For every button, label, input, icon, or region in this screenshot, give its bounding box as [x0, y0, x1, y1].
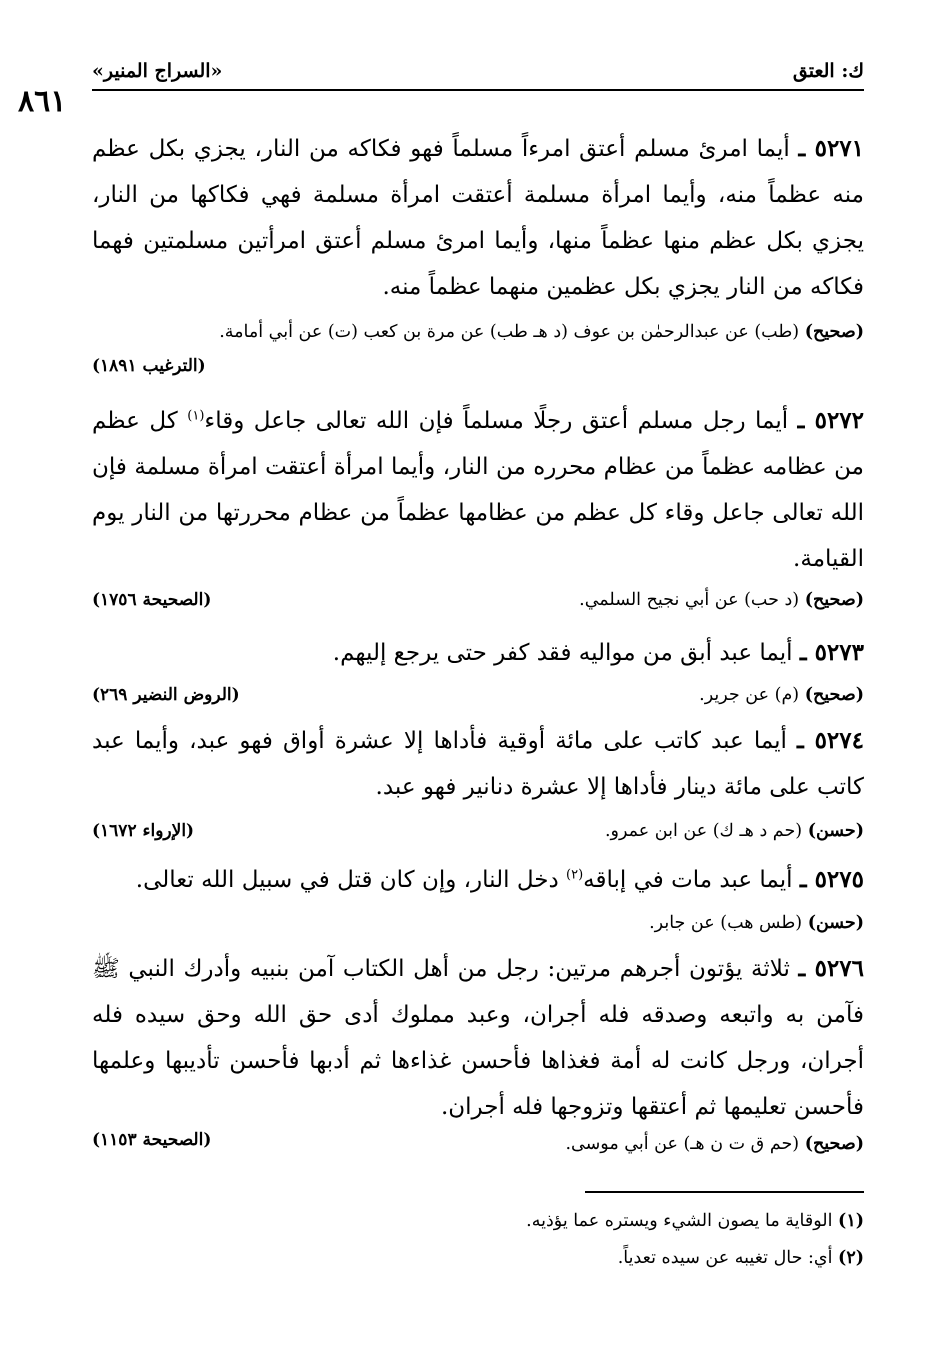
hadith-5272 — [92, 398, 864, 582]
hadith-5274 — [92, 718, 864, 810]
footnote-divider — [585, 1191, 864, 1193]
footnote-2 — [300, 1243, 864, 1273]
hadith-grade: (حسن) — [807, 913, 864, 933]
hadith-text-part1: أيما عبد مات في إباقه — [583, 867, 793, 893]
hadith-text-part2: دخل النار، وإن كان قتل في سبيل الله تعالى. — [135, 867, 567, 893]
hadith-source-text: (طس هب) عن جابر. — [649, 913, 803, 933]
hadith-grade: (صحيح) — [804, 685, 864, 705]
hadith-text-part2: كل عظم من عظامه عظماً من عظام محرره من النار، وأيما امرأة أعتقت امرأة مسلمة فإن الله تعالى جاعل وقاء كل عظم من عظامها عظماً من عظام محررتها من النار يوم القيامة. — [92, 408, 864, 572]
footnote-ref[interactable]: (٢) — [566, 867, 584, 883]
hadith-grade: (صحيح) — [804, 590, 864, 610]
hadith-grade: (حسن) — [807, 821, 864, 841]
hadith-number: ٥٢٧٣ ـ — [799, 639, 864, 666]
hadith-text-part1: أيما رجل مسلم أعتق رجلًا مسلماً فإن الله تعالى جاعل وقاء — [204, 408, 789, 434]
footnote-1 — [300, 1206, 864, 1236]
hadith-number: ٥٢٧٤ ـ — [797, 727, 864, 754]
hadith-reference: (الروض النضير ٢٦٩) — [92, 685, 240, 705]
hadith-source — [92, 900, 864, 946]
hadith-text: أيما امرئ مسلم أعتق امرءاً مسلماً فهو فكاكه من النار، يجزي بكل عظم منه عظماً منه، وأيما امرأة مسلمة أعتقت امرأة مسلمة فهي فكاكها من النار، يجزي بكل عظم منها عظماً منها، وأيما امرئ مسلم أعتق امرأتين مسلمتين فهما فكاكه من النار يجزي بكل عظمين منهما عظماً منه. — [92, 136, 864, 300]
hadith-grade: (صحيح) — [804, 322, 864, 342]
hadith-5271 — [92, 126, 864, 310]
hadith-source — [92, 309, 864, 355]
hadith-source-text: (د حب) عن أبي نجيح السلمي. — [579, 590, 800, 610]
hadith-source-text: (طب) عن عبدالرحمٰن بن عوف (د هـ طب) عن مرة بن كعب (ت) عن أبي أمامة. — [219, 322, 800, 342]
hadith-reference: (الترغيب ١٨٩١) — [92, 356, 206, 376]
hadith-reference: (الصحيحة ١١٥٣) — [92, 1130, 212, 1150]
page-number: ٨٦١ — [18, 84, 67, 119]
header-divider — [92, 89, 864, 91]
chapter-title: ك: العتق — [792, 60, 864, 82]
book-title: «السراج المنير» — [92, 60, 223, 82]
footnote-mark: (٢) — [838, 1248, 864, 1268]
hadith-reference: (الإرواء ١٦٧٢) — [92, 821, 195, 841]
hadith-source-text: (حم د هـ ك) عن ابن عمرو. — [604, 821, 803, 841]
hadith-number: ٥٢٧٥ ـ — [799, 866, 864, 893]
hadith-5275 — [92, 857, 864, 903]
hadith-source-text: (حم ق ت ن هـ) عن أبي موسى. — [565, 1134, 800, 1154]
hadith-text: أيما عبد أبق من مواليه فقد كفر حتى يرجع إليهم. — [332, 640, 793, 666]
footnote-mark: (١) — [838, 1211, 864, 1231]
footnote-text: الوقاية ما يصون الشيء ويستره عما يؤذيه. — [526, 1211, 833, 1231]
hadith-number: ٥٢٧٦ ـ — [798, 955, 864, 982]
hadith-source-text: (م) عن جرير. — [699, 685, 800, 705]
hadith-grade: (صحيح) — [804, 1134, 864, 1154]
hadith-text: أيما عبد كاتب على مائة أوقية فأداها إلا عشرة أواق فهو عبد، وأيما عبد كاتب على مائة دينار فأداها إلا عشرة دنانير فهو عبد. — [92, 728, 864, 800]
hadith-5276 — [92, 946, 864, 1130]
hadith-5273 — [92, 630, 864, 676]
hadith-number: ٥٢٧٢ ـ — [797, 407, 865, 434]
footnote-text: أي: حال تغيبه عن سيده تعدياً. — [617, 1248, 833, 1268]
footnote-ref[interactable]: (١) — [187, 408, 205, 424]
hadith-reference: (الصحيحة ١٧٥٦) — [92, 590, 212, 610]
hadith-text: ثلاثة يؤتون أجرهم مرتين: رجل من أهل الكتاب آمن بنبيه وأدرك النبي ﷺ فآمن به واتبعه وصدقه فله أجران، وعبد مملوك أدى حق الله وحق سيده فله أجران، ورجل كانت له أمة فغذاها فأحسن غذاءها ثم أدبها فأحسن تأديبها وعلمها فأحسن تعليمها ثم أعتقها وتزوجها فله أجران. — [92, 956, 865, 1120]
hadith-number: ٥٢٧١ ـ — [798, 135, 865, 162]
